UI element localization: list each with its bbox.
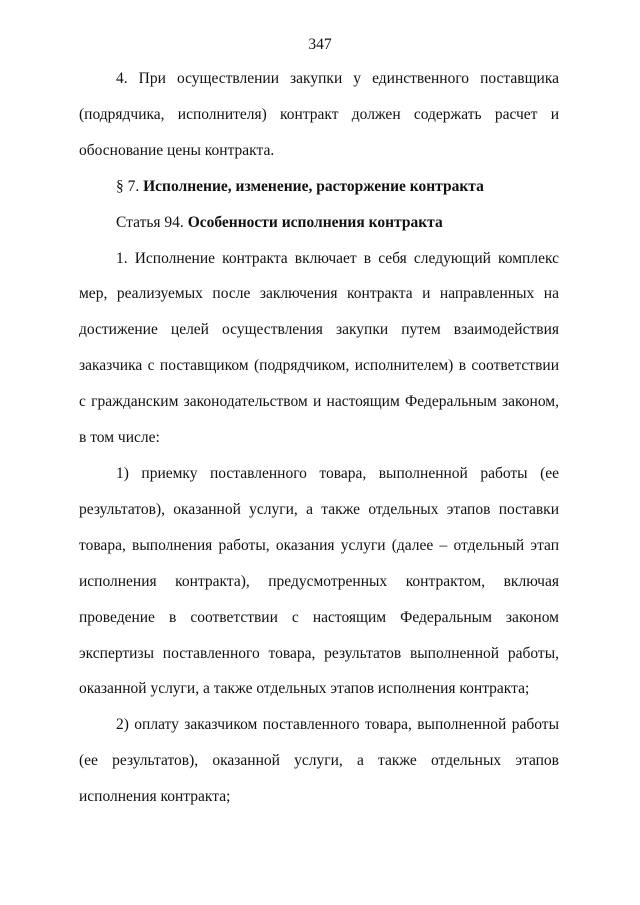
section-heading: [79, 169, 559, 205]
list-item-1: 1) приемку поставленного товара, выполненной работы (ее результатов), оказанной услуги, а также отдельных этапов поставки товара, выполнения работы, оказания услуги (далее – отдельный этап исполнения контракта), предусмотренных контрактом, включая проведение в соответствии с настоящим Федеральным законом экспертизы поставленного товара, результатов выполненной работы, оказанной услуги, а также отдельных этапов исполнения контракта;: [79, 464, 559, 698]
document-body: [79, 61, 559, 815]
article-title: Особенности исполнения контракта: [187, 213, 443, 231]
paragraph-1: 1. Исполнение контракта включает в себя следующий комплекс мер, реализуемых после заключения контракта и направленных на достижение целей осуществления закупки путем взаимодействия заказчика с поставщиком (подрядчиком, исполнителем) в соответствии с гражданским законодательством и настоящим Федеральным законом, в том числе:: [79, 249, 559, 447]
page-number: 347: [308, 36, 332, 53]
article-heading: [79, 205, 559, 241]
list-item-2: 2) оплату заказчиком поставленного товара, выполненной работы (ее результатов), оказанной услуги, а также отдельных этапов исполнения контракта;: [79, 716, 559, 806]
paragraph-4: 4. При осуществлении закупки у единственного поставщика (подрядчика, исполнителя) контракт должен содержать расчет и обоснование цены контракта.: [79, 70, 559, 159]
section-title: Исполнение, изменение, расторжение контракта: [143, 177, 484, 195]
section-prefix: § 7.: [116, 177, 144, 195]
article-prefix: Статья 94.: [116, 213, 188, 231]
